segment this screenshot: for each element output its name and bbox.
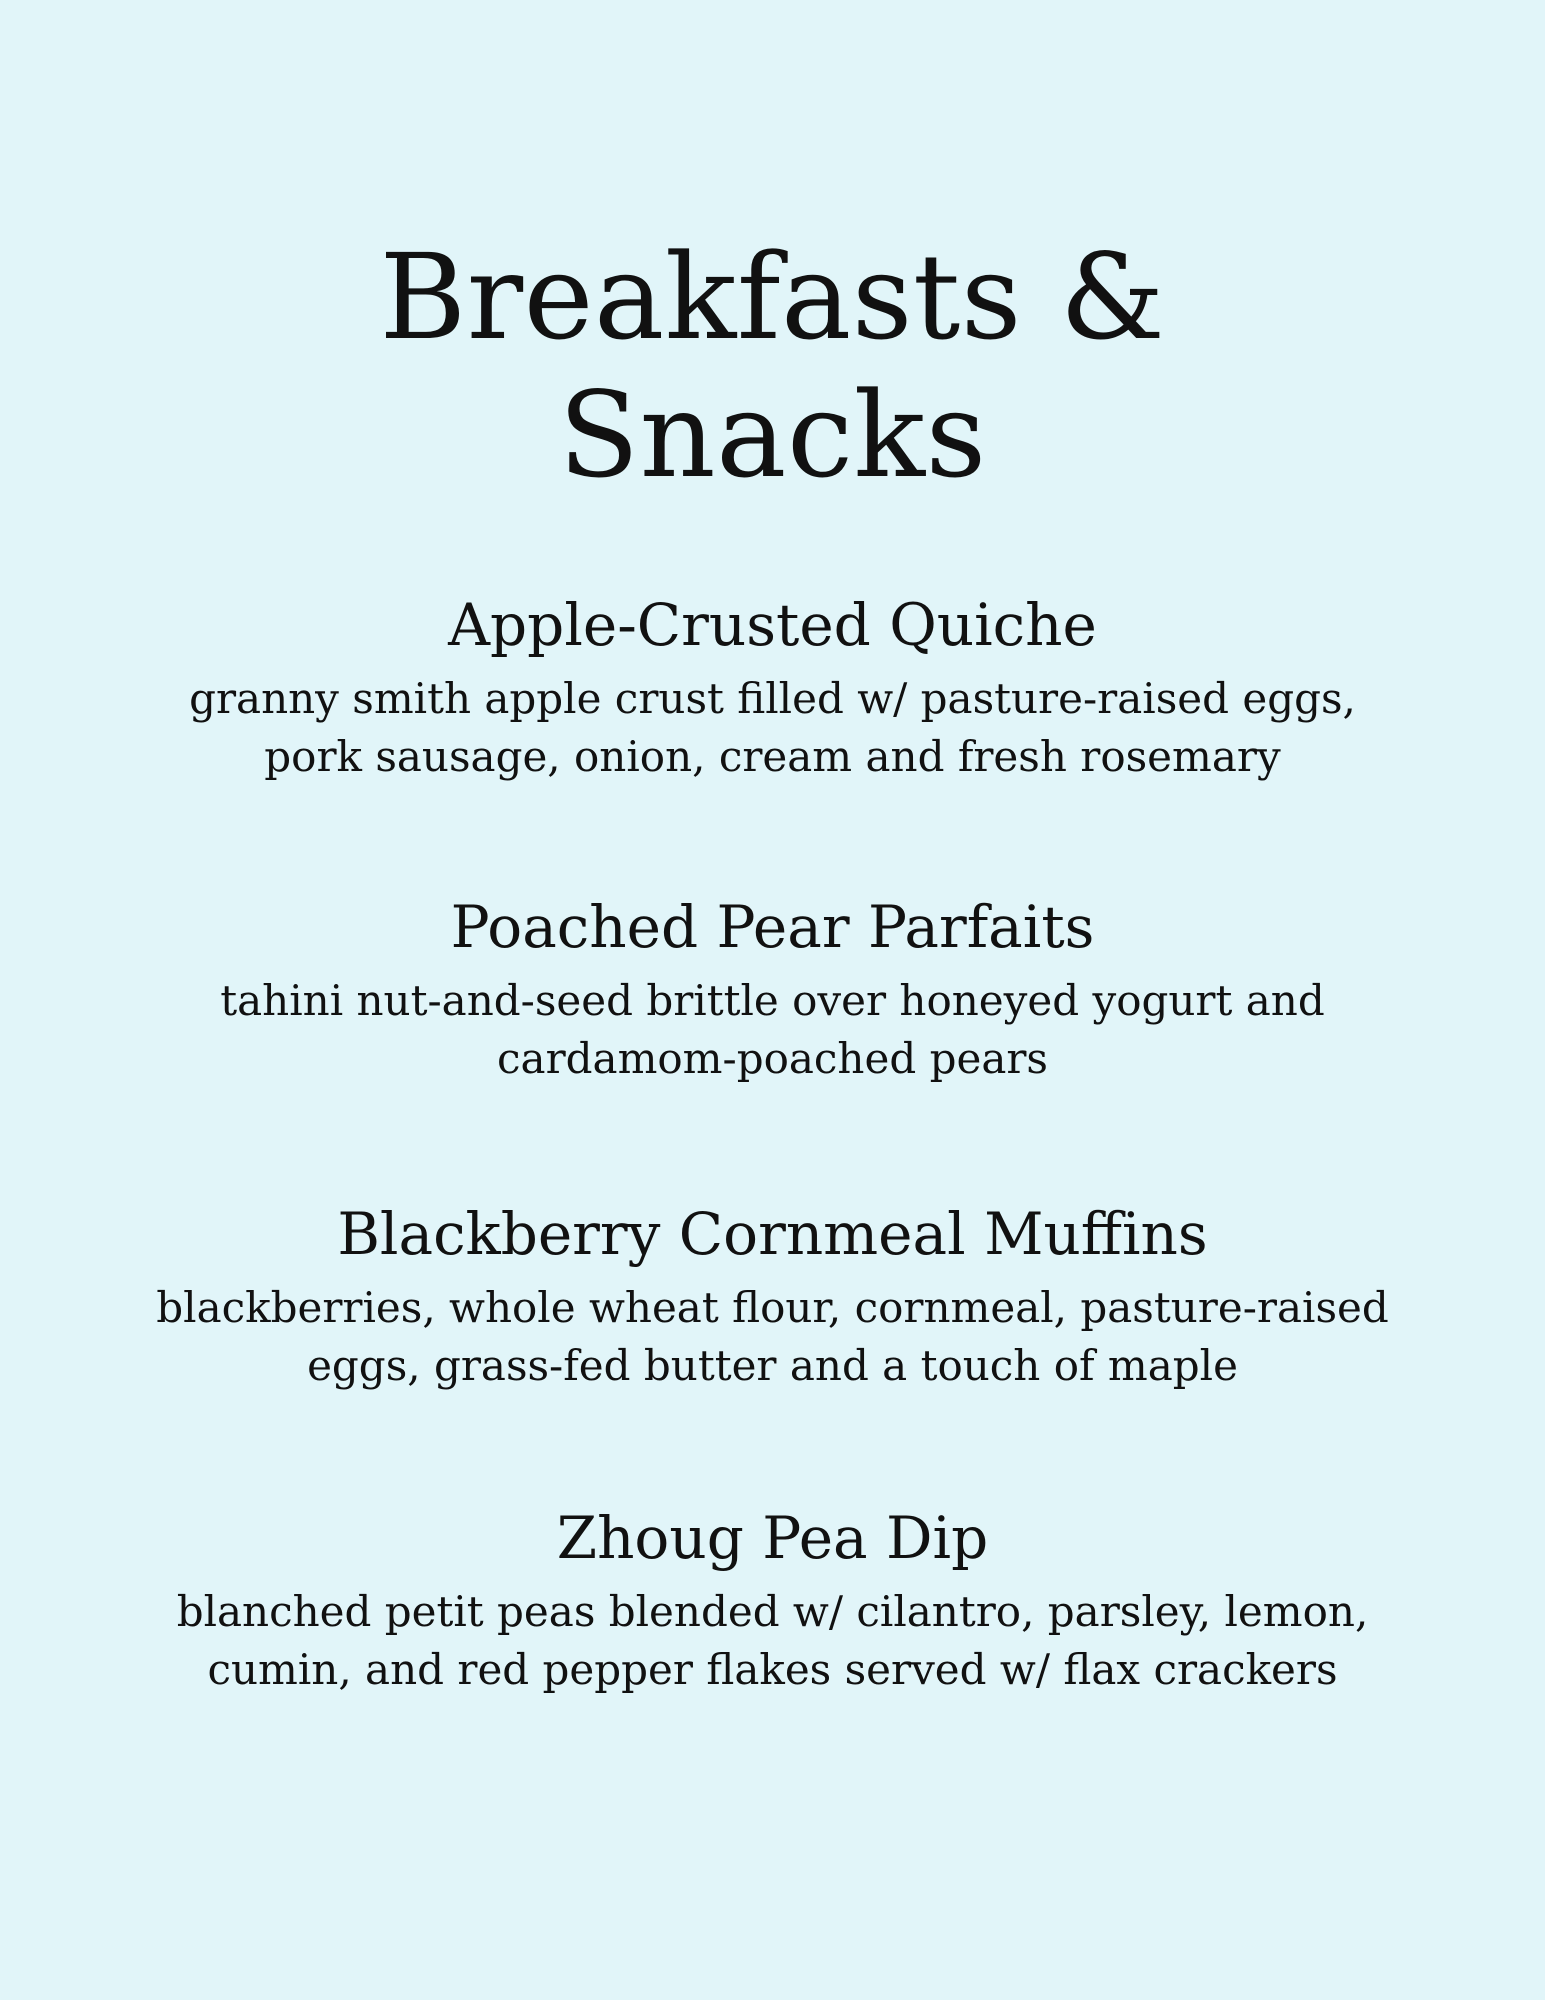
menu-item <box>0 590 1545 786</box>
menu-item-description: blackberries, whole wheat flour, cornmeal, pasture-raised eggs, grass-fed butter and a touch of maple <box>156 1283 1389 1390</box>
menu-item-description: tahini nut-and-seed brittle over honeyed yogurt and cardamom-poached pears <box>220 976 1325 1083</box>
menu-item-name: Apple-Crusted Quiche <box>448 591 1097 659</box>
menu-item-description: granny smith apple crust filled w/ pasture-raised eggs, pork sausage, onion, cream and fresh rosemary <box>189 674 1356 781</box>
menu-item-description: blanched petit peas blended w/ cilantro, parsley, lemon, cumin, and red pepper flakes served w/ flax crackers <box>176 1587 1369 1694</box>
menu-item <box>0 1503 1545 1699</box>
menu-item <box>0 892 1545 1088</box>
menu-title: Breakfasts & Snacks <box>379 228 1166 504</box>
menu-item-name: Zhoug Pea Dip <box>556 1504 989 1572</box>
menu-item-name: Blackberry Cornmeal Muffins <box>337 1200 1208 1268</box>
menu-item <box>0 1199 1545 1395</box>
menu-item-name: Poached Pear Parfaits <box>450 893 1095 961</box>
